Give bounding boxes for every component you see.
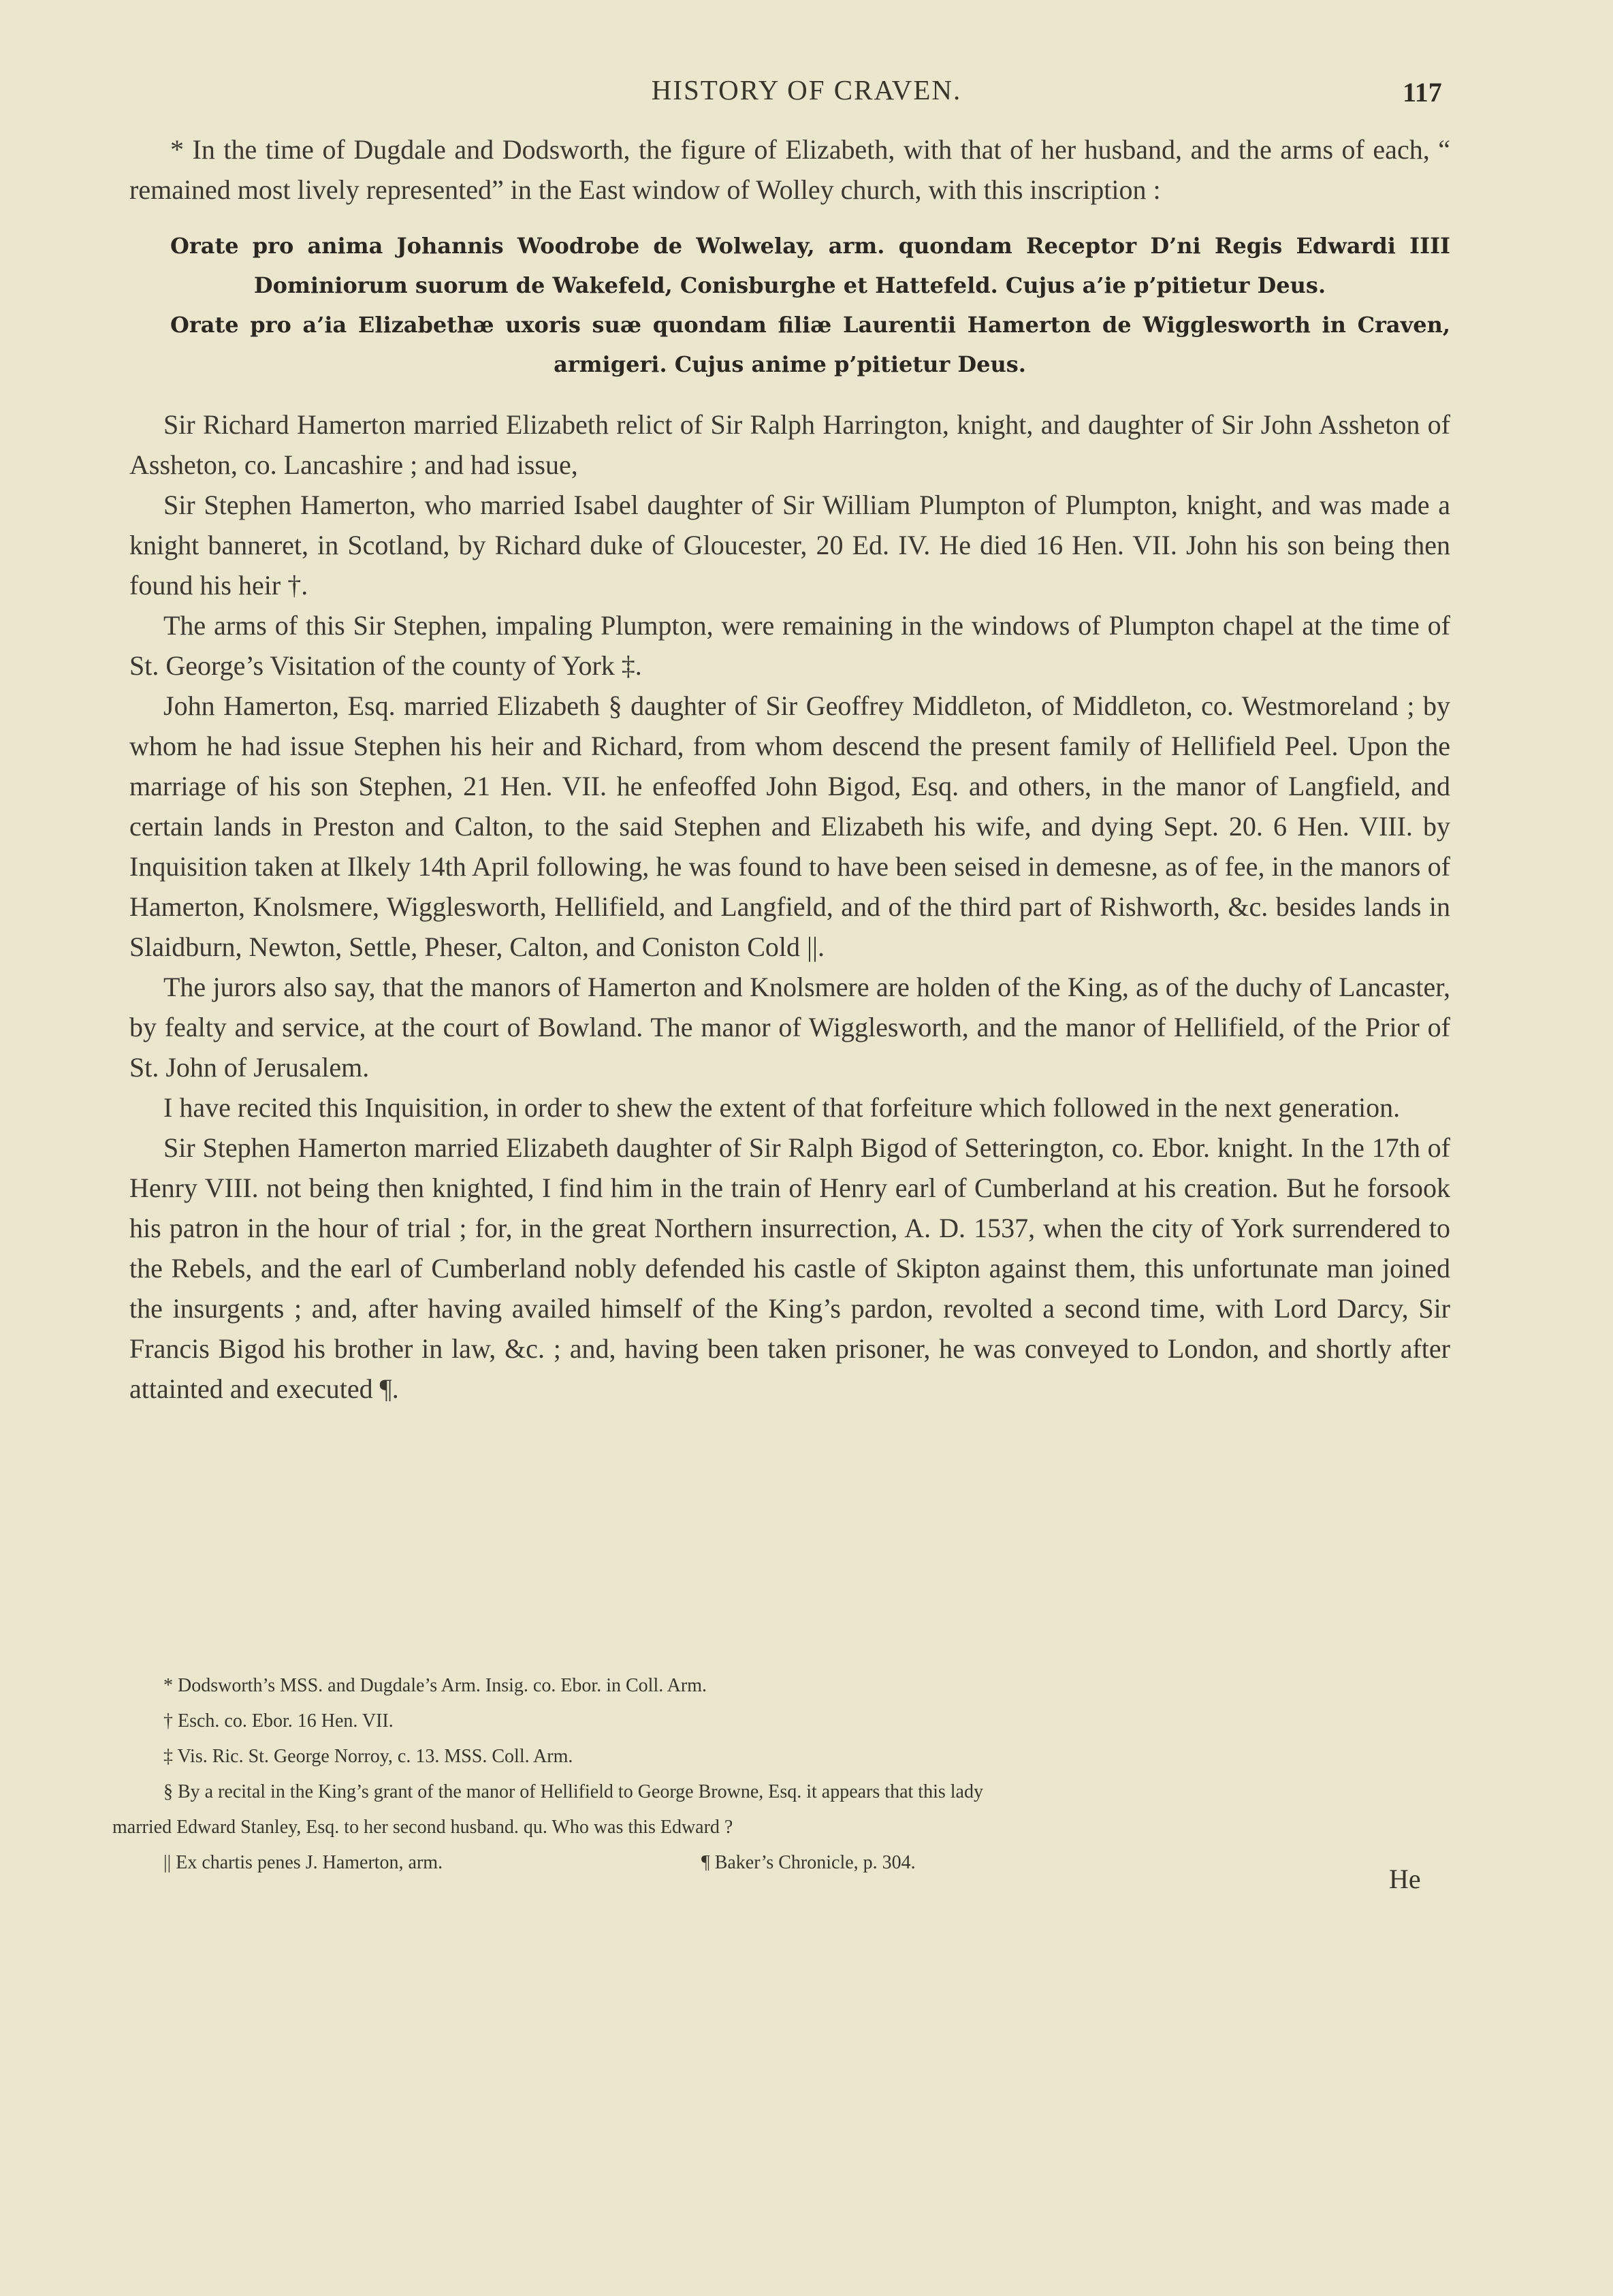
footnote-1: * Dodsworth’s MSS. and Dugdale’s Arm. Insig. co. Ebor. in Coll. Arm. xyxy=(163,1675,707,1696)
footnotes xyxy=(112,1668,1440,1881)
catchword: He xyxy=(1389,1864,1421,1894)
body-text xyxy=(129,129,1450,1409)
footnote-row xyxy=(112,1845,1440,1881)
inscription-line-4: armigeri. Cujus anime p’pitietur Deus. xyxy=(554,351,1026,377)
paragraph-7: I have recited this Inquisition, in order to shew the extent of that forfeiture which followed in the next generation. xyxy=(163,1092,1401,1123)
paragraph-5: John Hamerton, Esq. married Elizabeth § daughter of Sir Geoffrey Middleton, of Middleton, co. Westmoreland ; by whom he had issue Stephen his heir and Richard, from whom descend the present family of Hellifield Peel. Upon the marriage of his son Stephen, 21 Hen. VII. he enfeoffed John Bigod, Esq. and others, in the manor of Langfield, and certain lands in Preston and Calton, to the said Stephen and Elizabeth his wife, and dying Sept. 20. 6 Hen. VIII. by Inquisition taken at Ilkely 14th April following, he was found to have been seised in demesne, as of fee, in the manors of Hamerton, Knolsmere, Wigglesworth, Hellifield, and Langfield, and of the third part of Rishworth, &c. besides lands in Slaidburn, Newton, Settle, Pheser, Calton, and Coniston Cold ||. xyxy=(129,690,1450,962)
paragraph-8: Sir Stephen Hamerton married Elizabeth daughter of Sir Ralph Bigod of Setterington, co. Ebor. knight. In the 17th of Henry VIII. not being then knighted, I find him in the train of Henry earl of Cumberland at his creation. But he forsook his patron in the hour of trial ; for, in the great Northern insurrection, A. D. 1537, when the city of York surrendered to the Rebels, and the earl of Cumberland nobly defended his castle of Skipton against them, this unfortunate man joined the insurgents ; and, after having availed himself of the King’s pardon, revolted a second time, with Lord Darcy, Sir Francis Bigod his brother in law, &c. ; and, having been taken prisoner, he was conveyed to London, and shortly after attainted and executed ¶. xyxy=(129,1132,1450,1404)
footnote-4: § By a recital in the King’s grant of the manor of Hellifield to George Browne, Esq. it appears that this lady xyxy=(163,1781,983,1802)
blackletter-inscription xyxy=(129,226,1450,384)
running-title: HISTORY OF CRAVEN. xyxy=(651,74,962,106)
footnote-5: || Ex chartis penes J. Hamerton, arm. xyxy=(163,1852,443,1873)
paragraph-1: * In the time of Dugdale and Dodsworth, the figure of Elizabeth, with that of her husband, and the arms of each, “ remained most lively represented” in the East window of Wolley church, with this inscription : xyxy=(129,134,1450,205)
paragraph-6: The jurors also say, that the manors of Hamerton and Knolsmere are holden of the King, as of the duchy of Lancaster, by fealty and service, at the court of Bowland. The manor of Wigglesworth, and the manor of Hellifield, of the Prior of St. John of Jerusalem. xyxy=(129,972,1450,1083)
page-number: 117 xyxy=(1403,77,1442,108)
paragraph-2: Sir Richard Hamerton married Elizabeth relict of Sir Ralph Harrington, knight, and daughter of Sir John Assheton of Assheton, co. Lancashire ; and had issue, xyxy=(129,409,1450,480)
footnote-4-continued: married Edward Stanley, Esq. to her second husband. qu. Who was this Edward ? xyxy=(112,1817,733,1838)
footnote-3: ‡ Vis. Ric. St. George Norroy, c. 13. MSS. Coll. Arm. xyxy=(163,1746,573,1767)
page-header xyxy=(0,74,1613,114)
inscription-line-1: Orate pro anima Johannis Woodrobe de Wolwelay, arm. quondam Receptor D’ni Regis Edwardi IIII xyxy=(170,233,1450,259)
footnote-6: ¶ Baker’s Chronicle, p. 304. xyxy=(701,1852,916,1873)
paragraph-4: The arms of this Sir Stephen, impaling Plumpton, were remaining in the windows of Plumpton chapel at the time of St. George’s Visitation of the county of York ‡. xyxy=(129,610,1450,681)
inscription-line-2: Dominiorum suorum de Wakefeld, Conisburghe et Hattefeld. Cujus a’ie p’pitietur Deus. xyxy=(253,272,1326,298)
paragraph-3: Sir Stephen Hamerton, who married Isabel daughter of Sir William Plumpton of Plumpton, knight, and was made a knight banneret, in Scotland, by Richard duke of Gloucester, 20 Ed. IV. He died 16 Hen. VII. John his son being then found his heir †. xyxy=(129,490,1450,601)
inscription-line-3: Orate pro a’ia Elizabethæ uxoris suæ quondam filiæ Laurentii Hamerton de Wigglesworth in Craven, xyxy=(170,312,1450,338)
footnote-2: † Esch. co. Ebor. 16 Hen. VII. xyxy=(163,1710,394,1732)
